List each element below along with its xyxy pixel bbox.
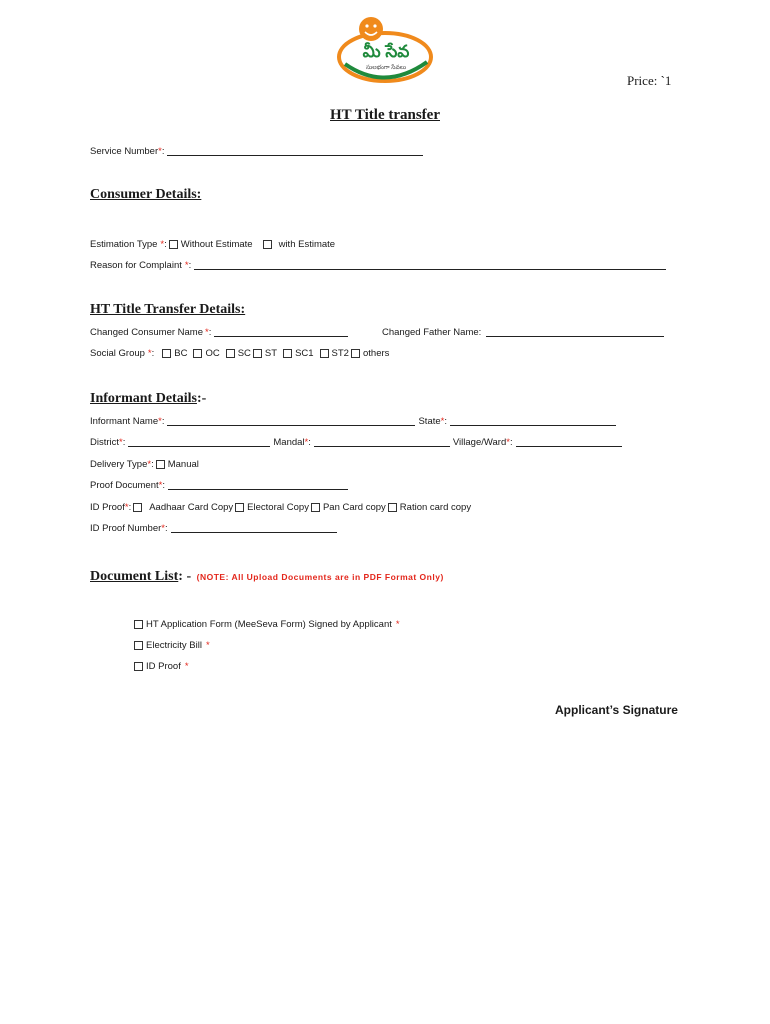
mandal-field[interactable]: [314, 438, 450, 447]
changed-father-row: [382, 327, 664, 338]
required-star: *: [184, 260, 189, 271]
pdf-format-note: (NOTE: All Upload Documents are in PDF Format Only): [196, 572, 444, 582]
document-item-label: ID Proof: [146, 661, 181, 672]
complaint-label: Reason for Complaint: [90, 260, 182, 271]
social-group-label: Social Group: [90, 348, 145, 359]
delivery-manual-label: Manual: [167, 459, 199, 470]
village-field[interactable]: [516, 438, 622, 447]
with-estimate-label: with Estimate: [278, 239, 336, 250]
required-star: *: [395, 619, 400, 630]
social-oc-label: OC: [205, 348, 220, 359]
mandal-label: Mandal: [273, 437, 305, 448]
document-checkbox[interactable]: [134, 620, 143, 629]
pan-card-checkbox[interactable]: [311, 503, 320, 512]
social-bc-checkbox[interactable]: [162, 349, 171, 358]
aadhaar-checkbox[interactable]: [133, 503, 142, 512]
electoral-checkbox[interactable]: [235, 503, 244, 512]
page-title: HT Title transfer: [330, 107, 440, 123]
aadhaar-label: Aadhaar Card Copy: [149, 502, 234, 513]
required-star: *: [184, 661, 189, 672]
social-sc-checkbox[interactable]: [226, 349, 235, 358]
transfer-details-heading: HT Title Transfer Details:: [90, 302, 246, 317]
social-sc1-label: SC1: [295, 348, 314, 359]
required-star: *: [440, 416, 445, 427]
proof-document-field[interactable]: [168, 481, 348, 490]
estimation-type-label: Estimation Type: [90, 239, 158, 250]
informant-details-heading: Informant Details: [90, 391, 197, 406]
required-star: *: [119, 437, 123, 448]
informant-name-row: Informant Name * : State * :: [90, 416, 616, 427]
informant-name-field[interactable]: [167, 417, 415, 426]
proof-document-label: Proof Document: [90, 480, 159, 491]
complaint-field[interactable]: [194, 261, 666, 270]
changed-father-label: Changed Father Name:: [382, 327, 482, 338]
required-star: *: [161, 523, 165, 534]
document-list-heading: Document List: [90, 569, 179, 584]
changed-father-field[interactable]: [486, 328, 664, 337]
state-label: State: [418, 416, 441, 427]
complaint-row: Reason for Complaint * :: [90, 260, 666, 271]
social-others-checkbox[interactable]: [351, 349, 360, 358]
document-checkbox[interactable]: [134, 641, 143, 650]
changed-consumer-label: Changed Consumer Name: [90, 327, 204, 338]
social-st-checkbox[interactable]: [253, 349, 262, 358]
id-proof-row: ID Proof * : Aadhaar Card Copy Electoral Copy Pan Card copy Ration card copy: [90, 502, 472, 513]
informant-name-label: Informant Name: [90, 416, 159, 427]
service-number-row: Service Number * :: [90, 146, 423, 157]
pan-card-label: Pan Card copy: [322, 502, 386, 513]
state-field[interactable]: [450, 417, 616, 426]
price-label: Price: `1: [627, 73, 672, 88]
id-proof-number-label: ID Proof Number: [90, 523, 162, 534]
district-field[interactable]: [128, 438, 270, 447]
without-estimate-checkbox[interactable]: [169, 240, 178, 249]
changed-consumer-field[interactable]: [214, 328, 348, 337]
required-star: *: [158, 416, 162, 427]
delivery-type-label: Delivery Type: [90, 459, 148, 470]
social-oc-checkbox[interactable]: [193, 349, 202, 358]
required-star: *: [205, 640, 210, 651]
id-proof-label: ID Proof: [90, 502, 125, 513]
applicant-signature-label: Applicant’s Signature: [555, 703, 678, 717]
required-star: *: [158, 480, 163, 491]
social-st2-label: ST2: [331, 348, 349, 359]
proof-document-row: Proof Document * :: [90, 480, 348, 491]
social-sc-label: SC: [237, 348, 251, 359]
document-list-heading-row: Document List : - (NOTE: All Upload Documents are in PDF Format Only): [90, 569, 444, 584]
id-proof-number-row: ID Proof Number * :: [90, 523, 337, 534]
consumer-details-heading: Consumer Details:: [90, 187, 202, 202]
village-label: Village/Ward: [452, 437, 507, 448]
required-star: *: [506, 437, 510, 448]
district-label: District: [90, 437, 120, 448]
required-star: *: [160, 239, 165, 250]
service-number-field[interactable]: [167, 147, 423, 156]
with-estimate-checkbox[interactable]: [263, 240, 272, 249]
document-item: [134, 661, 189, 672]
ration-card-checkbox[interactable]: [388, 503, 397, 512]
document-item: [134, 640, 210, 651]
without-estimate-label: Without Estimate: [180, 239, 253, 250]
required-star: *: [124, 502, 129, 513]
document-checkbox[interactable]: [134, 662, 143, 671]
ration-card-label: Ration card copy: [399, 502, 472, 513]
estimation-type-row: Estimation Type * : Without Estimate with Estimate: [90, 239, 336, 250]
district-row: District * : Mandal * : Village/Ward * :: [90, 437, 622, 448]
electoral-label: Electoral Copy: [247, 502, 309, 513]
document-item-label: Electricity Bill: [146, 640, 202, 651]
document-item-label: HT Application Form (MeeSeva Form) Signed by Applicant: [146, 619, 392, 630]
social-st2-checkbox[interactable]: [320, 349, 329, 358]
required-star: *: [205, 327, 209, 338]
required-star: *: [158, 146, 162, 157]
delivery-manual-checkbox[interactable]: [156, 460, 165, 469]
logo-text: మీ సేవ: [362, 42, 410, 61]
social-sc1-checkbox[interactable]: [283, 349, 292, 358]
id-proof-number-field[interactable]: [171, 524, 337, 533]
document-item: [134, 619, 400, 630]
delivery-type-row: Delivery Type * : Manual: [90, 459, 199, 470]
required-star: *: [304, 437, 309, 448]
informant-heading-row: Informant Details :-: [90, 391, 207, 406]
social-group-row: Social Group * : BC OC SC ST SC1 ST2 others: [90, 348, 390, 359]
changed-consumer-row: Changed Consumer Name * :: [90, 327, 348, 338]
service-number-label: Service Number: [90, 146, 159, 157]
required-star: *: [147, 348, 152, 359]
social-bc-label: BC: [174, 348, 188, 359]
social-others-label: others: [362, 348, 390, 359]
logo-tagline: సులభంగా సేవలు: [365, 65, 407, 71]
required-star: *: [147, 459, 152, 470]
meeseva-logo: [335, 12, 437, 86]
social-st-label: ST: [264, 348, 278, 359]
